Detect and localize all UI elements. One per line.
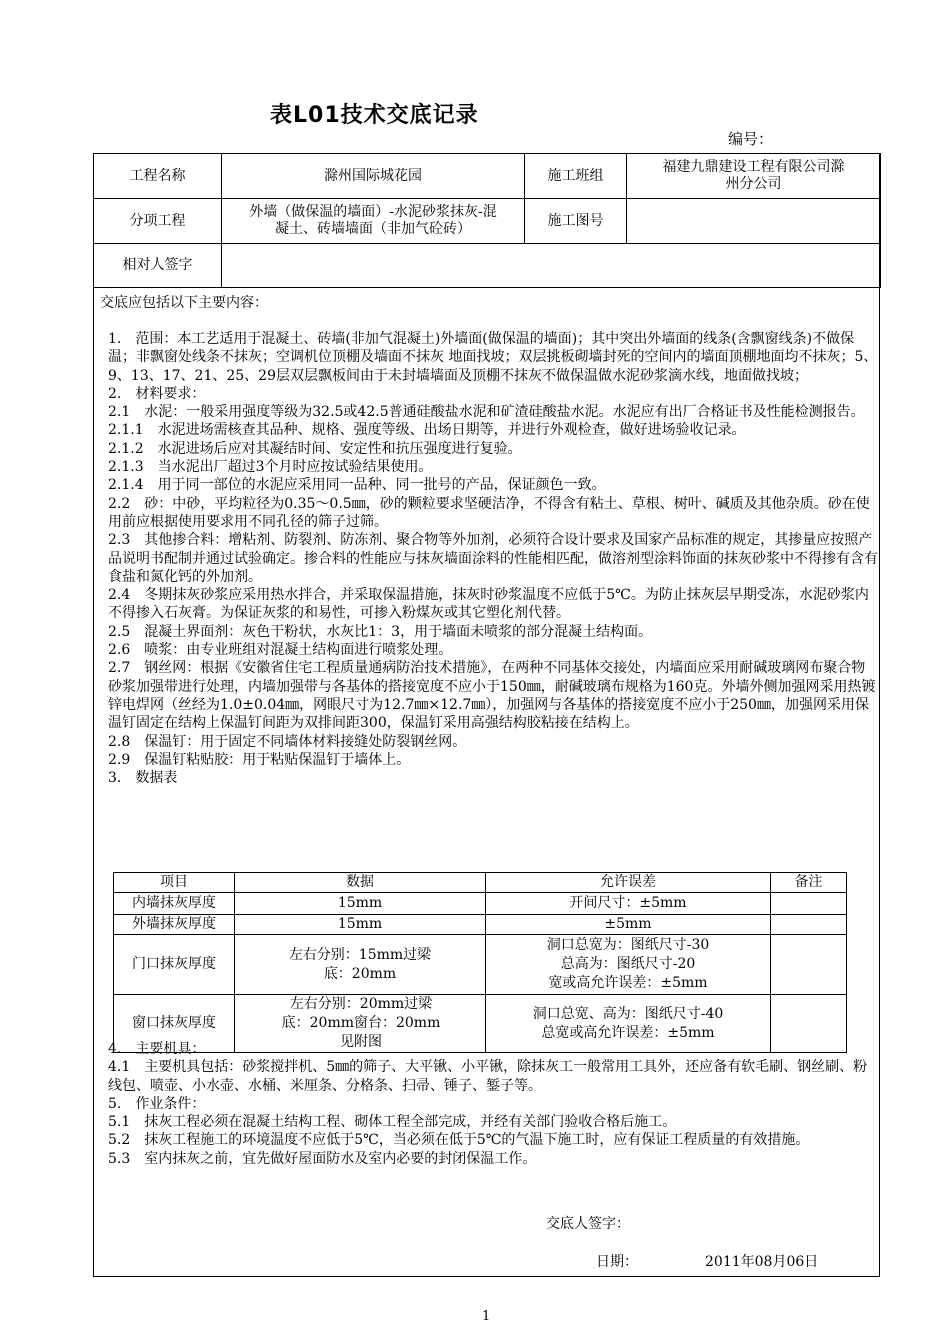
paragraph: 3. 数据表 bbox=[108, 770, 178, 787]
table-row bbox=[114, 935, 847, 995]
data-table bbox=[113, 872, 847, 1053]
col-header: 数据 bbox=[235, 873, 486, 893]
paragraph: 2.1.2 水泥进场后应对其凝结时间、安定性和抗压强度进行复验。 bbox=[108, 440, 522, 457]
col-header: 允许误差 bbox=[486, 873, 771, 893]
paragraph: 2.4 冬期抹灰砂浆应采用热水拌合，并采取保温措施，抹灰时砂浆温度不应低于5℃。为防止抹灰层早期受冻，水泥砂浆内不得掺入石灰膏。为保证灰浆的和易性，可掺入粉煤灰或其它塑化剂代替。 bbox=[108, 587, 869, 622]
paragraph: 4. 主要机具： bbox=[108, 1041, 206, 1057]
tolerance-line: 宽或高允许误差：±5mm bbox=[548, 975, 708, 991]
cell-item: 门口抹灰厚度 bbox=[114, 935, 235, 995]
cell-note bbox=[771, 935, 847, 995]
paragraph: 2.8 保温钉：用于固定不同墙体材料接缝处防裂钢丝网。 bbox=[108, 733, 467, 750]
cell-data: 15mm bbox=[235, 893, 486, 915]
cell-tolerance: 开间尺寸：±5mm bbox=[486, 893, 771, 915]
cell-note bbox=[771, 915, 847, 935]
paragraph: 4.1 主要机具包括：砂浆搅拌机、5㎜的筛子、大平锹、小平锹，除抹灰工一般常用工具外，还应备有软毛刷、钢丝刷、粉线包、喷壶、小水壶、水桶、米厘条、分格条、扫帚、锤子、錾子等。 bbox=[108, 1059, 868, 1094]
drawing-label: 施工图号 bbox=[525, 199, 627, 244]
cell-note bbox=[771, 893, 847, 915]
after-content bbox=[108, 1040, 878, 1168]
paragraph: 5.3 室内抹灰之前，宜先做好屋面防水及室内必要的封闭保温工作。 bbox=[108, 1150, 537, 1167]
body-content bbox=[108, 330, 878, 787]
team-value: 福建九鼎建设工程有限公司滁州分公司 bbox=[627, 154, 881, 199]
project-name-value: 滁州国际城花园 bbox=[222, 154, 525, 199]
paragraph: 5. 作业条件： bbox=[108, 1095, 206, 1112]
table-row bbox=[114, 893, 847, 915]
tolerance-line: 总高为：图纸尺寸-20 bbox=[560, 956, 696, 972]
date-value: 2011年08月06日 bbox=[705, 1254, 819, 1270]
paragraph: 2.5 混凝土界面剂：灰色干粉状，水灰比1：3，用于墙面未喷浆的部分混凝土结构面。 bbox=[108, 623, 653, 640]
paragraph: 2.3 其他掺合料：增粘剂、防裂剂、防冻剂、聚合物等外加剂，必须符合设计要求及国家产品标准的规定，其掺量应按照产品说明书配制并通过试验确定。掺合料的性能应与抹灰墙面涂料的性能相匹配，做溶剂型涂料饰面的抹灰砂浆中不得掺有含有食盐和氮化钙的外加剂。 bbox=[108, 532, 878, 585]
cell-data: 左右分别：15mm过梁底：20mm bbox=[235, 935, 486, 995]
doc-number-label: 编号： bbox=[728, 130, 774, 148]
paragraph: 2.9 保温钉粘贴胶：用于粘贴保温钉于墙体上。 bbox=[108, 751, 411, 768]
bottom-divider bbox=[93, 1276, 880, 1277]
cell-item: 内墙抹灰厚度 bbox=[114, 893, 235, 915]
paragraph: 2.1.4 用于同一部位的水泥应采用同一品种、同一批号的产品，保证颜色一致。 bbox=[108, 477, 606, 494]
header-table bbox=[93, 153, 881, 288]
paragraph: 2.1.3 当水泥出厂超过3个月时应按试验结果使用。 bbox=[108, 459, 433, 476]
paragraph: 2.7 钢丝网：根据《安徽省住宅工程质量通病防治技术措施》，在两种不同基体交接处，内墙面应采用耐碱玻璃网布聚合物砂浆加强带进行处理，内墙加强带与各基体的搭接宽度不应小于150㎜，耐碱玻璃布规格为160克。外墙外侧加强网采用热镀锌电焊网（丝经为1.0±0.04㎜，网眼尺寸为12.7㎜×12.7㎜），加强网与各基体的搭接宽度不应小于250㎜，加强网采用保温钉固定在结构上保温钉间距为双排间距300，保温钉采用高强结构胶粘接在结构上。 bbox=[108, 660, 876, 732]
table-row bbox=[114, 915, 847, 935]
col-header: 备注 bbox=[771, 873, 847, 893]
paragraph: 1. 范围：本工艺适用于混凝土、砖墙(非加气混凝土)外墙面(做保温的墙面)；其中突出外墙面的线条(含飘窗线条)不做保温；非飘窗处线条不抹灰；空调机位顶棚及墙面不抹灰 地面找坡；双层挑板砌墙封死的空间内的墙面顶棚地面均不抹灰；5、9、13、17、21、25、29层双层飘板间由于未封墙墙面及顶棚不抹灰不做保温做水泥砂浆滴水线，地面做找坡； bbox=[108, 331, 878, 384]
cell-data: 15mm bbox=[235, 915, 486, 935]
cell-item: 窗口抹灰厚度 bbox=[114, 995, 235, 1053]
cell-tolerance: ±5mm bbox=[486, 915, 771, 935]
paragraph: 5.2 抹灰工程施工的环境温度不应低于5℃，当必须在低于5℃的气温下施工时，应有保证工程质量的有效措施。 bbox=[108, 1132, 810, 1149]
signer-label: 交底人签字： bbox=[546, 1216, 630, 1232]
paragraph: 2.1.1 水泥进场需核查其品种、规格、强度等级、出场日期等，并进行外观检查，做好进场验收记录。 bbox=[108, 422, 746, 439]
drawing-value bbox=[627, 199, 881, 244]
signature-value bbox=[222, 244, 881, 288]
tolerance-line: 洞口总宽为：图纸尺寸-30 bbox=[546, 937, 710, 953]
page-number: 1 bbox=[482, 1309, 491, 1324]
tolerance-line: 洞口总宽、高为：图纸尺寸-40 bbox=[532, 1005, 724, 1022]
paragraph: 2.1 水泥：一般采用强度等级为32.5或42.5普通硅酸盐水泥和矿渣硅酸盐水泥。水泥应有出厂合格证书及性能检测报告。 bbox=[108, 404, 865, 421]
subproject-value: 外墙（做保温的墙面）-水泥砂浆抹灰-混凝土、砖墙墙面（非加气砼砖） bbox=[222, 199, 525, 244]
subproject-label: 分项工程 bbox=[94, 199, 222, 244]
tolerance-line: 总宽或高允许误差：±5mm bbox=[541, 1024, 715, 1041]
project-name-label: 工程名称 bbox=[94, 154, 222, 199]
paragraph: 2.2 砂：中砂，平均粒径为0.35～0.5㎜，砂的颗粒要求坚硬洁净，不得含有粘土、草根、树叶、碱质及其他杂质。砂在使用前应根据使用要求用不同孔径的筛子过筛。 bbox=[108, 495, 870, 530]
date-label: 日期： bbox=[596, 1254, 638, 1270]
col-header: 项目 bbox=[114, 873, 235, 893]
page-title: 表L01技术交底记录 bbox=[270, 103, 479, 128]
team-label: 施工班组 bbox=[525, 154, 627, 199]
signature-label: 相对人签字 bbox=[94, 244, 222, 288]
paragraph: 5.1 抹灰工程必须在混凝土结构工程、砌体工程全部完成，并经有关部门验收合格后施工。 bbox=[108, 1114, 677, 1131]
paragraph: 2.6 喷浆：由专业班组对混凝土结构面进行喷浆处理。 bbox=[108, 642, 453, 659]
cell-item: 外墙抹灰厚度 bbox=[114, 915, 235, 935]
cell-tolerance bbox=[486, 935, 771, 995]
paragraph: 2. 材料要求： bbox=[108, 385, 206, 402]
intro-text: 交底应包括以下主要内容： bbox=[100, 295, 268, 311]
cell-data: 左右分别：20mm过梁底：20mm窗台：20mm见附图 bbox=[235, 995, 486, 1053]
